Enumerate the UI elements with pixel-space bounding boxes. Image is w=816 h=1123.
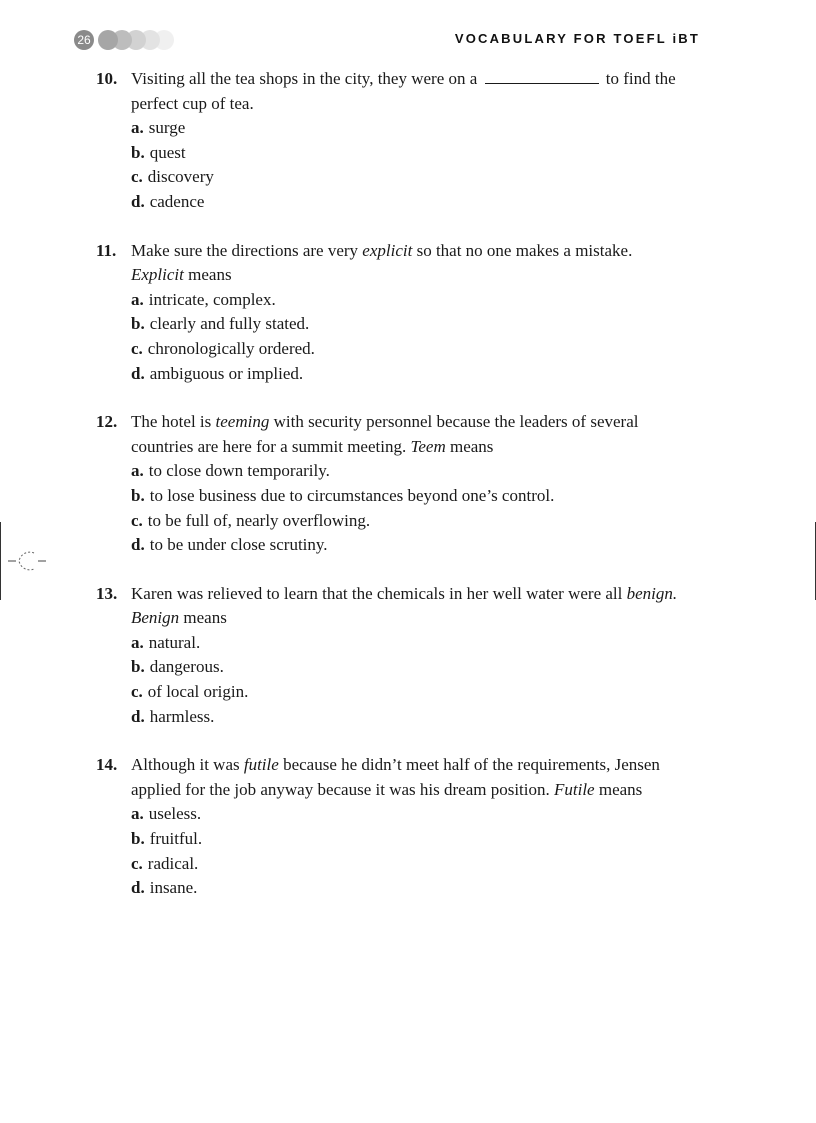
choice-letter: d. [131, 191, 145, 211]
question-14 [96, 753, 696, 901]
choice-a[interactable] [131, 802, 696, 827]
choice-letter: d. [131, 878, 145, 898]
choice-letter: b. [131, 314, 145, 334]
choice-letter: a. [131, 632, 144, 652]
choice-list [96, 288, 696, 386]
choice-text: harmless. [149, 706, 215, 726]
vocab-word: futile [243, 755, 279, 775]
answer-blank [485, 69, 599, 84]
choice-c[interactable] [131, 509, 696, 534]
choice-text: clearly and fully stated. [149, 314, 310, 334]
question-13 [96, 582, 696, 730]
vocab-word: explicit [362, 240, 413, 260]
question-number: 11. [96, 240, 117, 260]
question-11 [96, 239, 696, 387]
choice-text: radical. [147, 853, 199, 873]
choice-letter: c. [131, 510, 143, 530]
choice-letter: b. [131, 485, 145, 505]
stem-text: The hotel is [131, 412, 212, 432]
choice-d[interactable] [131, 705, 696, 730]
choice-letter: c. [131, 682, 143, 702]
choice-b[interactable] [131, 827, 696, 852]
choice-letter: a. [131, 289, 144, 309]
registration-mark-icon [8, 548, 48, 574]
choice-text: to lose business due to circumstances beyond one’s control. [149, 485, 555, 505]
choice-c[interactable] [131, 852, 696, 877]
choice-letter: d. [131, 535, 145, 555]
question-list [96, 67, 696, 925]
choice-letter: a. [131, 461, 144, 481]
vocab-word: Futile [554, 779, 595, 799]
choice-text: chronologically ordered. [147, 338, 315, 358]
choice-c[interactable] [131, 337, 696, 362]
vocab-word: Explicit [131, 265, 184, 285]
choice-letter: b. [131, 829, 145, 849]
choice-text: fruitful. [149, 829, 203, 849]
choice-text: intricate, complex. [148, 289, 276, 309]
choice-text: of local origin. [147, 682, 249, 702]
choice-letter: c. [131, 338, 143, 358]
choice-d[interactable] [131, 362, 696, 387]
stem-text: means [449, 436, 494, 456]
choice-text: cadence [149, 191, 205, 211]
choice-text: to close down temporarily. [148, 461, 330, 481]
choice-c[interactable] [131, 680, 696, 705]
choice-d[interactable] [131, 533, 696, 558]
choice-text: to be under close scrutiny. [149, 535, 328, 555]
choice-letter: a. [131, 804, 144, 824]
choice-b[interactable] [131, 655, 696, 680]
running-title: VOCABULARY FOR TOEFL iBT [454, 31, 700, 46]
question-number: 12. [96, 412, 118, 432]
choice-a[interactable] [131, 288, 696, 313]
stem-text: so that no one makes a mistake. [416, 240, 633, 260]
question-number: 13. [96, 583, 118, 603]
question-10 [96, 67, 696, 215]
choice-text: insane. [149, 878, 198, 898]
choice-a[interactable] [131, 116, 696, 141]
stem-text: means [188, 265, 232, 285]
question-stem [96, 239, 696, 288]
choice-d[interactable] [131, 190, 696, 215]
choice-text: dangerous. [149, 657, 224, 677]
question-number: 10. [96, 69, 118, 88]
stem-text-after: to find the perfect cup of tea. [131, 69, 676, 113]
stem-text-before: Visiting all the tea shops in the city, they were on a [131, 69, 478, 88]
choice-text: discovery [147, 167, 214, 187]
crop-mark-left [0, 522, 1, 600]
choice-text: ambiguous or implied. [149, 363, 304, 383]
choice-letter: c. [131, 853, 143, 873]
choice-letter: d. [131, 706, 145, 726]
choice-a[interactable] [131, 459, 696, 484]
choice-b[interactable] [131, 312, 696, 337]
choice-list [96, 802, 696, 900]
vocab-word: Benign [131, 608, 180, 628]
stem-text: means [183, 608, 227, 628]
choice-text: natural. [148, 632, 201, 652]
choice-letter: b. [131, 657, 145, 677]
question-stem [96, 67, 696, 116]
choice-text: surge [148, 118, 186, 138]
choice-a[interactable] [131, 631, 696, 656]
stem-text: because he didn’t meet half of the requirements, Jensen applied for the job anyway because it was his dream position. [131, 755, 660, 799]
choice-text: useless. [148, 804, 202, 824]
header-dots-decoration [90, 30, 180, 50]
question-stem [96, 753, 696, 802]
choice-letter: a. [131, 118, 144, 138]
page-header [70, 28, 700, 52]
stem-text: means [598, 779, 643, 799]
stem-text: Although it was [131, 755, 240, 775]
stem-text: Make sure the directions are very [131, 240, 359, 260]
stem-text: with security personnel because the leaders of several countries are here for a summit meeting. [131, 412, 639, 456]
choice-b[interactable] [131, 484, 696, 509]
question-stem [96, 582, 696, 631]
choice-b[interactable] [131, 141, 696, 166]
question-12 [96, 410, 696, 558]
choice-d[interactable] [131, 876, 696, 901]
choice-letter: b. [131, 142, 145, 162]
choice-letter: c. [131, 167, 143, 187]
question-number: 14. [96, 755, 118, 775]
choice-c[interactable] [131, 165, 696, 190]
stem-text: Karen was relieved to learn that the chemicals in her well water were all [131, 583, 623, 603]
page-number: 26 [74, 30, 94, 50]
choice-list [96, 116, 696, 214]
vocab-word: teeming [215, 412, 270, 432]
vocab-word: benign. [626, 583, 678, 603]
choice-letter: d. [131, 363, 145, 383]
question-stem [96, 410, 696, 459]
choice-text: to be full of, nearly overflowing. [147, 510, 371, 530]
choice-text: quest [149, 142, 186, 162]
choice-list [96, 459, 696, 557]
vocab-word: Teem [410, 436, 446, 456]
choice-list [96, 631, 696, 729]
